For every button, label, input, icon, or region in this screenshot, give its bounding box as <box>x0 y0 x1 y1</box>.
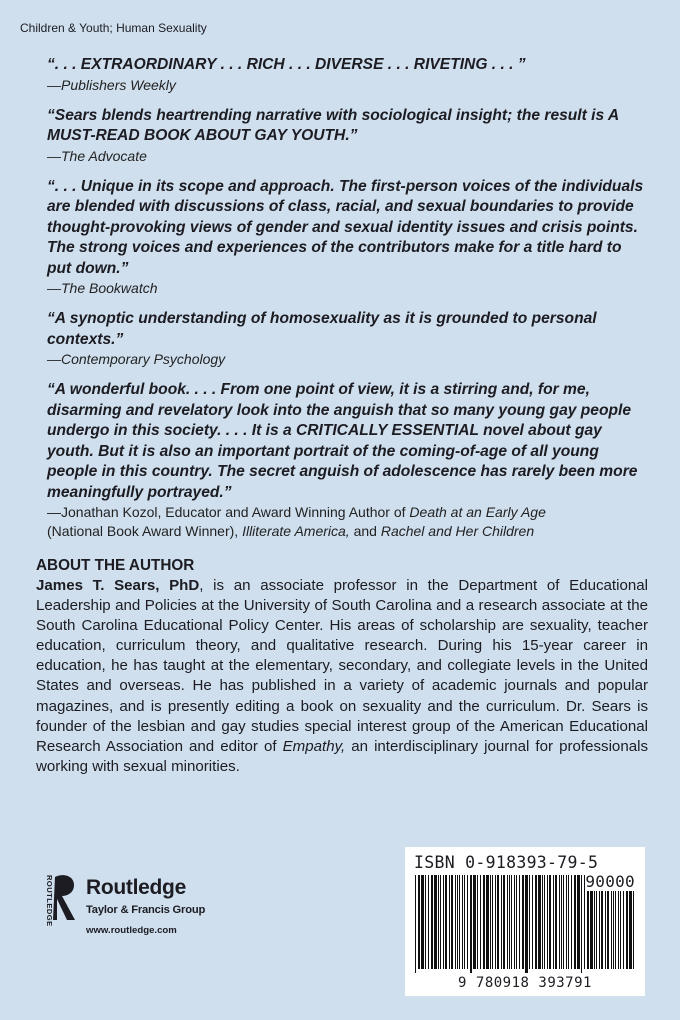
isbn-number: ISBN 0-918393-79-5 <box>414 853 599 872</box>
barcode-bar <box>457 875 458 969</box>
barcode-bar <box>563 875 564 969</box>
barcode-bar <box>507 875 508 969</box>
quote-text: “. . . Unique in its scope and approach. The first-person voices of the individuals are blended with discussions of class, racial, and sexual boundaries to provide thought-provoking views of gender and sexual identity issues and crisis points. The strong voices and experiences of the contributors make for a title hard to put down.” <box>47 177 644 277</box>
isbn-barcode-panel <box>405 847 645 996</box>
about-title: ABOUT THE AUTHOR <box>36 557 195 574</box>
barcode-bar <box>501 875 502 969</box>
publisher-vertical-wordmark: ROUTLEDGE <box>45 875 54 927</box>
book-title: Illiterate America, <box>242 523 350 539</box>
barcode-bar <box>477 875 478 969</box>
barcode-bar <box>470 875 472 973</box>
barcode-bar <box>438 875 439 969</box>
price-code: 90000 <box>585 872 635 891</box>
barcode-bar <box>467 875 468 969</box>
book-title: Death at an Early Age <box>409 504 546 520</box>
barcode-bar <box>549 875 551 969</box>
barcode-bar <box>483 875 485 969</box>
category-label: Children & Youth; Human Sexuality <box>20 21 207 35</box>
barcode-bar <box>581 875 582 973</box>
barcode-bar <box>566 875 567 969</box>
review-quote <box>47 380 647 541</box>
barcode-bar <box>538 875 541 969</box>
about-body <box>36 576 648 777</box>
quote-text: “A wonderful book. . . . From one point of view, it is a stirring and, for me, disarming and revelatory look into the anguish that so many young gay people undergo in this society. . . . It is a CRITICALLY ESSENTIAL novel about gay youth. But it is also an important portrait of the coming-of-age of all young people in this country. The secret anguish of adolescence has rarely been more meaningfully portrayed.” <box>47 381 638 501</box>
barcode-bar <box>462 875 463 969</box>
quote-text: “A synoptic understanding of homosexuality as it is grounded to personal contexts.” <box>47 310 597 348</box>
journal-title: Empathy, <box>282 737 346 755</box>
review-quote <box>47 309 647 369</box>
barcode-bar <box>544 875 545 969</box>
barcode-bar <box>525 875 528 973</box>
quote-text: “. . . EXTRAORDINARY . . . RICH . . . DIVERSE . . . RIVETING . . . ” <box>47 56 526 73</box>
review-quotes <box>47 55 647 552</box>
barcode-bar <box>547 875 548 969</box>
barcode-bar <box>519 875 520 969</box>
barcode-bar <box>418 875 420 969</box>
barcode-bar <box>451 875 453 969</box>
barcode-bar <box>577 875 580 969</box>
barcode-bar <box>431 875 433 969</box>
barcode-bar <box>449 875 450 969</box>
barcode-bar <box>443 875 444 969</box>
barcode-bar <box>532 875 533 969</box>
barcode-bar <box>492 875 493 969</box>
quote-source: —Publishers Weekly <box>47 76 176 93</box>
quote-source: —Contemporary Psychology <box>47 351 226 367</box>
author-name: James T. Sears, PhD <box>36 577 200 594</box>
conjunction: and <box>349 523 381 539</box>
book-title: Rachel and Her Children <box>380 523 535 539</box>
barcode-bar <box>516 875 517 969</box>
barcode-bar <box>434 875 437 969</box>
barcode-bar <box>445 875 447 969</box>
barcode-bar <box>561 875 562 969</box>
barcode-bar <box>568 875 569 969</box>
barcode-bar <box>455 875 456 969</box>
barcode-bar <box>511 875 512 969</box>
barcode-bar <box>486 875 489 969</box>
barcode-bar <box>495 875 496 969</box>
barcode-bar <box>555 875 557 969</box>
barcode-bar <box>425 875 426 969</box>
barcode-bar <box>559 875 560 969</box>
barcode-bar <box>490 875 491 969</box>
barcode-bar <box>542 875 543 969</box>
publisher-group: Taylor & Francis Group <box>86 904 206 916</box>
publisher-name: Routledge <box>86 876 186 899</box>
award-note: (National Book Award Winner), <box>47 523 243 539</box>
barcode-bar <box>497 875 499 969</box>
barcode-bar <box>459 875 460 969</box>
bio-text: , is an associate professor in the Department of Educational Leadership and Policies at the University of South Carolina and a research associate at the South Carolina Educational Policy Center. His areas of scholarship are sexuality, teacher education, curriculum theory, and qualitative research. During his 15-year career in education, he has taught at the elementary, secondary, and collegiate levels in the United States and overseas. He has published in a variety of academic journals and popular magazines, and is presently editing a book on sexuality and the curriculum. Dr. Sears is founder of the lesbian and gay studies special interest group of the American Educational Research Association and editor of <box>36 577 648 755</box>
barcode-bar <box>421 875 424 969</box>
barcode-bar <box>464 875 465 969</box>
barcode-bar <box>473 875 476 969</box>
barcode-bar <box>529 875 530 969</box>
barcode-bar <box>509 875 510 969</box>
barcode-bar <box>440 875 441 969</box>
source-intro: —Jonathan Kozol, Educator and Award Winning Author of <box>47 504 410 520</box>
publisher-logo <box>42 873 242 943</box>
quote-source: —The Advocate <box>47 147 147 164</box>
barcode-bar <box>514 875 515 969</box>
ean-number: 9 780918 393791 <box>458 975 592 991</box>
review-quote <box>47 55 647 95</box>
barcode-bar <box>480 875 481 969</box>
barcode-bar <box>553 875 554 969</box>
quote-source <box>47 503 647 541</box>
review-quote <box>47 106 647 166</box>
quote-source: —The Bookwatch <box>47 280 158 296</box>
barcode-bar <box>415 875 416 973</box>
barcode-bar <box>522 875 524 969</box>
barcode-bar <box>574 875 576 969</box>
about-author-section <box>36 556 648 777</box>
barcode-bar <box>503 875 505 969</box>
publisher-url[interactable]: www.routledge.com <box>86 925 177 936</box>
quote-text: “Sears blends heartrending narrative with sociological insight; the result is A MUST-READ BOOK ABOUT GAY YOUTH.” <box>47 106 619 144</box>
review-quote <box>47 177 647 299</box>
barcode-bar <box>571 875 572 969</box>
bio-text: an interdisciplinary journal for professionals working with sexual minorities. <box>36 737 649 775</box>
barcode-bar <box>428 875 429 969</box>
barcode-bar <box>535 875 537 969</box>
routledge-r-icon <box>52 873 78 923</box>
